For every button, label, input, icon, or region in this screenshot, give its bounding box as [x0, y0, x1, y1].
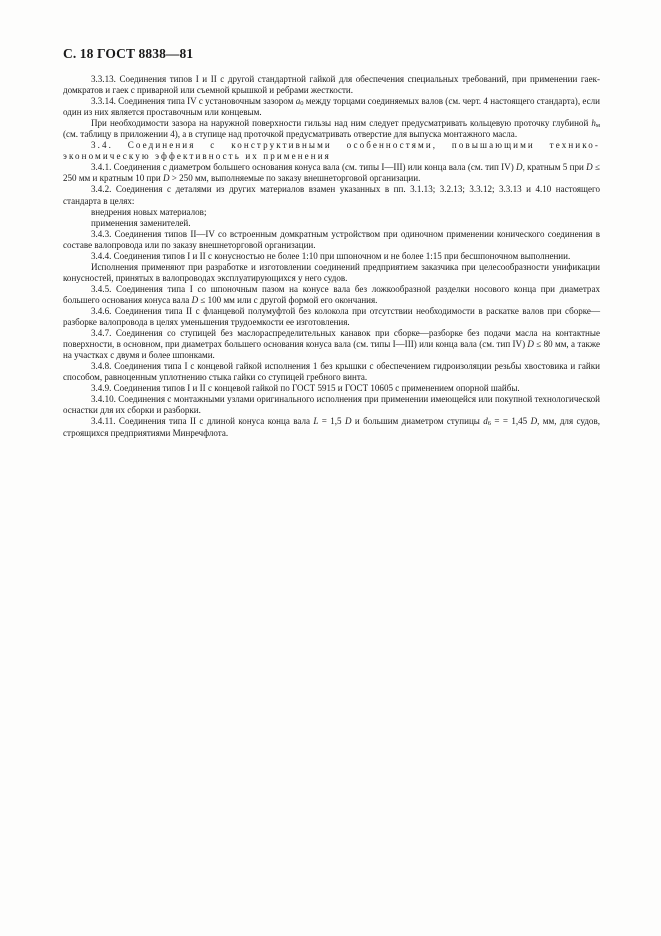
text-segment: 3.4.5. Соединения типа I со шпоночным пазом на конусе вала без ложкообразной разделки носового конца при диаметрах большего основания конуса вала [63, 283, 600, 305]
paragraph-3-3-13: 3.3.13. Соединения типов I и II с другой стандартной гайкой для обеспечения специальных требований, при применении гаек-домкратов и гаек с приварной или съемной крышкой и ребрами жесткости. [63, 74, 600, 96]
text-segment: При необходимости зазора на наружной поверхности гильзы над ним следует предусматривать кольцевую проточку глубиной [91, 118, 592, 129]
math-subscript: 6 [487, 420, 492, 428]
text-segment: ≤ 100 мм или с другой формой его окончания. [198, 294, 378, 305]
text-segment: , мм, для судов, строящихся предприятиями Минречфлота. [63, 416, 600, 438]
document-body [63, 74, 600, 439]
math-var: L [313, 416, 319, 427]
paragraph-3-4-2: 3.4.2. Соединения с деталями из других материалов взамен указанных в пп. 3.1.13; 3.2.13; 3.3.12; 3.3.13 и 4.10 настоящего стандарта в целях: [63, 184, 600, 206]
math-var: D [191, 294, 199, 305]
list-item: внедрения новых материалов; [91, 206, 207, 217]
page-header: С. 18 ГОСТ 8838—81 [63, 46, 194, 61]
math-var: h [591, 118, 596, 129]
math-var: D [344, 416, 352, 427]
text-segment: = = 1,45 [491, 416, 531, 427]
text-segment: 3.4.1. Соединения с диаметром большего основания конуса вала (см. типы I—III) или конца вала (см. тип IV) [91, 162, 517, 173]
paragraph-3-4-9: 3.4.9. Соединения типов I и II с концевой гайкой по ГОСТ 5915 и ГОСТ 10605 с применением опорной шайбы. [91, 383, 520, 394]
text-segment: между торцами соединяемых валов (см. черт. 4 настоящего стандарта), если один из них является проставочным или концевым. [63, 96, 600, 118]
paragraph-gap-note [63, 118, 600, 140]
math-subscript: м [595, 122, 600, 130]
math-var: D [530, 416, 538, 427]
text-segment: 3.4.7. Соединения со ступицей без маслораспределительных канавок при сборке—разборке без подачи масла на контактные поверхности, в основном, при диаметрах большего основания конуса вала (см. типы I—III) или конца вала (см. тип IV) [63, 328, 600, 350]
text-segment: ≤ 250 мм и кратным 10 при [63, 162, 600, 184]
math-var: D [162, 173, 170, 184]
text-segment: 3.3.14. Соединения типа IV с установочным зазором [91, 96, 296, 107]
math-var: d [483, 416, 488, 427]
math-subscript: 0 [300, 100, 304, 108]
math-var: D [527, 339, 534, 350]
text-segment: (см. таблицу в приложении 4), а в ступице над проточкой предусматривать отверстие для выпуска монтажного масла. [63, 129, 518, 140]
paragraph-3-4-7 [63, 328, 600, 361]
math-var: D [586, 162, 593, 173]
text-segment: ≤ 80 мм, а также на участках с двумя и более шпонками. [63, 339, 601, 361]
text-segment: 3.4.11. Соединения типа II с длиной конуса конца вала [91, 416, 314, 427]
section-3-4-heading: 3.4. Соединения с конструктивными особенностями, повышающими технико-экономическую эффективность их применения [63, 140, 600, 162]
paragraph-3-4-10: 3.4.10. Соединения с монтажными узлами оригинального исполнения при применении имеющейся или покупной технологической оснастки для их сборки и разборки. [63, 394, 600, 416]
text-segment: и большим диаметром ступицы [351, 416, 484, 427]
paragraph-3-4-1 [63, 162, 600, 184]
paragraph-executions-note: Исполнения применяют при разработке и изготовлении соединений предприятием заказчика при целесообразности унификации конусностей, принятых в валопроводах эксплуатирующихся у него судов. [63, 261, 600, 283]
math-var: D [516, 162, 523, 173]
list-item: применения заменителей. [91, 217, 191, 228]
text-segment: , кратным 5 при [522, 162, 587, 173]
text-segment: = 1,5 [318, 416, 345, 427]
paragraph-3-3-14 [63, 96, 600, 118]
paragraph-3-4-4: 3.4.4. Соединения типов I и II с конусностью не более 1:10 при шпоночном и не более 1:15 при бесшпоночном выполнении. [91, 250, 571, 261]
paragraph-3-4-3: 3.4.3. Соединения типов II—IV со встроенным домкратным устройством при одиночном применении конического соединения в составе валопровода или по заказу внешнеторговой организации. [63, 228, 600, 250]
paragraph-3-4-11 [63, 416, 600, 438]
paragraph-3-4-5 [63, 284, 600, 306]
text-segment: > 250 мм, выполняемые по заказу внешнеторговой организации. [169, 173, 421, 184]
paragraph-3-4-6: 3.4.6. Соединения типа II с фланцевой полумуфтой без колокола при отсутствии необходимости в раскатке валов при сборке—разборке валопровода в целях уменьшения трудоемкости ее изготовления. [63, 305, 600, 328]
math-var: a [295, 96, 301, 107]
paragraph-3-4-8: 3.4.8. Соединения типа I с концевой гайкой исполнения 1 без крышки с обеспечением гидроизоляции резьбы хвостовика и гайки способом, равноценным уплотнению стыка гайки со ступицей гребного винта. [63, 361, 600, 383]
